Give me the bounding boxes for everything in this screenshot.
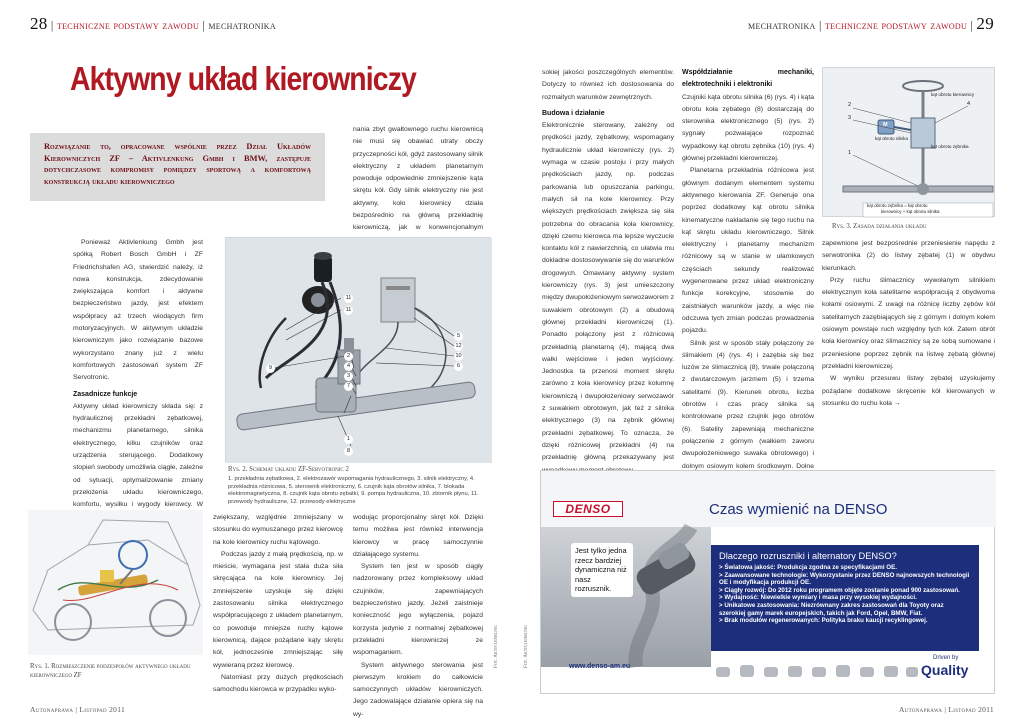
left-header (30, 14, 276, 34)
figure-3-caption: Rys. 3. Zasada działania układu (832, 223, 927, 230)
left-page-number: 28 (30, 14, 48, 33)
fig3-label-motor-angle: kąt obrotu silnika (875, 136, 908, 141)
fig2-label: 1 (344, 435, 353, 444)
continue-arrow: → (893, 399, 901, 407)
header-separator: | (818, 18, 822, 32)
principle-illustration (823, 68, 996, 218)
fig2-label: 2 (344, 352, 353, 361)
header-separator: | (50, 18, 54, 32)
column-3-bottom-p2: System ten jest w sposób ciągły nadzorowany przez kompleksowy układ czujników, zapewniających bezpieczeństwo jazdy. Jeżeli zaistnieje konieczność jego wyłączenia, pojazd korzysta jedynie z normalnej zębatkowej przekładni kierowniczej ze wspomaganiem. (353, 563, 483, 657)
column-2-bottom-p1: zwiększany, względnie zmniejszany w stosunku do wymuszanego przez kierowcę na kole kierownicy ruchu kątowego. (213, 514, 343, 546)
photo-credit-left: Fot. Aktivlenkung (494, 625, 499, 668)
column-4 (542, 67, 674, 462)
column-3-bottom-p1: wodując proporcjonalny skręt kół. Dzięki temu możliwa jest również interwencja kierowcy w pracę samoczynnie działającego systemu. (353, 514, 483, 558)
ad-headline: Czas wymienić na DENSO (709, 501, 888, 518)
column-5 (682, 67, 814, 470)
fig2-label: 5 (454, 332, 463, 341)
intro-paragraph: Ponieważ Aktivlenkung Gmbh jest spółką Robert Bosch GmbH i ZF Friedrichshafen AG, stwierdzić należy, iż nowa konstrukcja, zdecydowanie zwiększająca komfort i aktywne bezpieczeństwo jazdy, jest efektem współpracy aż trzech wiodących firm motoryzacyjnych. W aktywnym układzie kierowniczym jako rozwiązanie bazowe wykorzystano znany już z wielu komfortowych zastosowań system ZF Servotronic. (73, 239, 203, 382)
lead-paragraph: Rozwiązanie to, opracowane wspólnie przez Dział Układów Kierowniczych ZF – Aktivlenkung Gmbh i BMW, zastępuje dotychczasowe kompromisy pomiędzy sportową a komfortową konstrukcją układu kierowniczego (30, 133, 325, 201)
ad-product-strip (716, 661, 921, 683)
ad-bullet: > Unikatowe zastosowania: Niezrównany zakres zastosowań dla Toyoty oraz szerokiej gamy marek europejskich, takich jak Ford, Opel, BMW, Fiat. (719, 601, 944, 617)
fig3-label-2: 2 (848, 102, 852, 108)
left-footer: Autonaprawa | Listopad 2011 (30, 705, 126, 714)
car-illustration (28, 510, 203, 655)
ad-bullet: > Światowa jakość: Produkcja zgodna ze specyfikacjami OE. (719, 564, 897, 571)
figure-2-caption: Rys. 2. Schemat układu ZF-Servotronic 2 (228, 466, 349, 473)
column-6-p3: W wyniku przesuwu listwy zębatej uzyskujemy pożądane dodatkowe skręcenie kół kierowanych w stosunku do ruchu koła (822, 375, 995, 407)
column-2-top (353, 124, 483, 232)
column-3-bottom (353, 512, 483, 718)
left-topic-name: mechatronika (208, 18, 276, 32)
fig2-label: 7 (344, 382, 353, 391)
column-3-bottom-p3: System aktywnego sterowania jest pierwszym krokiem do całkowicie samoczynnych układów kierowniczych. Jego zadowalające działanie opiera się na wy- (353, 661, 483, 718)
fig2-label: 12 (455, 343, 462, 349)
photo-credit-right: Fot. Aktivlenkung (524, 625, 529, 668)
section-heading-cooperation: Współdziałanie mechaniki, elektrotechniki i elektroniki (682, 69, 814, 89)
fig2-label: 4 (344, 362, 353, 371)
right-section-name: techniczne podstawy zawodu (824, 18, 968, 32)
ad-bullet: > Brak modułów regenerowanych: Polityka braku kaucji recyklingowej. (719, 617, 928, 625)
denso-advertisement[interactable] (540, 470, 995, 694)
column-2-bottom (213, 512, 343, 694)
fig3-label-3: 3 (848, 115, 852, 121)
section-heading-construction: Budowa i działanie (542, 109, 605, 117)
fig3-formula-line-2: kierownicy + kąt obrotu silnika (881, 209, 940, 214)
ad-tagline-big: Quality (921, 662, 969, 678)
fig2-label: 11 (345, 307, 352, 313)
steering-system-illustration (226, 238, 492, 463)
figure-1-car-layout (28, 510, 203, 655)
right-page-number: 29 (976, 14, 994, 33)
fig2-label: 8 (344, 447, 353, 456)
construction-paragraph: Elektronicznie sterowany, zależny od prędkości jazdy, zębatkowy, wspomagany hydraulicznie układ kierowniczy (rys. 2) wymaga w czasie postoju i przy małych prędkościach jazdy, np. podczas parkowania lub opuszczania parkingu, małych sił na kole kierownicy. Przy większych prędkościach zwiększa się siła potrzebna do obracania koła kierownicy, dzięki czemu kierowca ma lepsze wyczucie kontaktu kół z nawierzchnią, co ułatwia mu dokładne dostosowywanie się do warunków drogowych. Omawiany aktywny system kierowniczy (rys. 3) jest umieszczony między dwupołożeniowym serwozaworem z suwakiem obrotowym (2) a obudową głównej przekładni kierowniczej (1). Ponadto połączony jest z różnicową przekładnią planetarną (4), mającą dwa wałki wejściowe i jeden wyjściowy. Jednostka ta przenosi moment skrętu zarówno z koła kierownicy przez kolumnę kierowniczą i dwupołożeniowy serwozawór z suwakiem obrotowym, jak też z silnika elektrycznego (3) na zębnik głównej przekładni zębatkowej. To oznacza, że dzięki różnicowej przekładni (4) na przekładnię główną przekazywany jest (542, 122, 674, 462)
ad-tagline-small: Driven by (933, 655, 959, 661)
column-5-p2: Planetarna przekładnia różnicowa jest głównym dodanym elementem systemu aktywnego kierowania ZF. Generuje ona poprzez dodatkowy kąt obrotu silnika kinematyczne nakładanie się tego ruchu na kąt skrętu układu kierowniczego. Silnik elektryczny i planetarny mechanizm różnicowy są w stanie w ułamkowych częściach sekundy realizować wygenerowane przez układ elektroniczny funkcje korekcyjne, stosownie do zaistniałych warunków jazdy, a więc nie odczuwa tych zmian podczas prowadzenia pojazdu. (682, 167, 814, 335)
left-section-name: techniczne podstawy zawodu (56, 18, 200, 32)
figure-2-steering-diagram (225, 237, 491, 462)
fig2-label: 3 (344, 372, 353, 381)
figure-2-legend: 1. przekładnia zębatkowa, 2. elektrozawór wspomagania hydraulicznego, 3. silnik elektryczny, 4. przekładnia różnicowa, 5. sterownik elektroniczny, 6. czujnik kąta obrotów silnika, 7. blokada elektromagnetyczna, 8. czujnik kąta obrotu zębatki, 9. pompa hydrauliczna, 10. zbiornik płynu, 11. przewody hydrauliczne, 12. przewody elektryczne (228, 476, 479, 505)
ad-bullet: > Wydajność: Niewielkie wymiary i masa przy wysokiej wydajności. (719, 594, 917, 602)
fig3-label-4: 4 (967, 101, 971, 107)
fig2-label: 6 (454, 362, 463, 371)
article-title: Aktywny układ kierowniczy (70, 60, 416, 97)
header-separator: | (202, 18, 206, 32)
figure-1-caption: Rys. 1. Rozmieszczenie podzespołów aktywnego układu kierowniczego ZF (30, 663, 191, 679)
column-6-p2: Przy ruchu ślimacznicy wywołanym silnikiem elektrycznym koła satelitarne współpracują z obydwoma kołami osiowymi. Z uwagi na różnicę liczby zębów kół satelitarnych zazębiających się z górnym i dolnym kołem osiowym powstaje ruch względny tych kół. Zatem obrót koła kierownicy oraz ślimacznicy są ze sobą sumowane i przeniesione poprzez zębnik na listwę zębatą głównej przekładni kierowniczej. (822, 276, 995, 370)
ad-bullet: > Ciągły rozwój: Do 2012 roku programem objęte zostanie ponad 900 zastosowań. (719, 586, 960, 594)
figure-3-principle-diagram (822, 67, 995, 217)
right-footer: Autonaprawa | Listopad 2011 (898, 705, 994, 714)
fig3-label-pinion-angle: kąt obrotu zębnika (931, 144, 969, 149)
product-thumbnails (716, 661, 921, 683)
header-separator: | (970, 18, 974, 32)
column-5-p1: Czujniki kąta obrotu silnika (6) (rys. 4) i kąta obrotu koła zębatego (8) dostarczają do sterownika elektronicznego (5) (rys. 2) sygnały pozwalające rozpoznać wypadkowy kąt obrotu zębnika (10) (rys. 4) głównej przekładni kierowniczej. (682, 93, 814, 163)
ad-website-link[interactable]: www.denso-am.eu (569, 663, 631, 670)
functions-paragraph: Aktywny układ kierowniczy składa się: z hydraulicznej przekładni zębatkowej, mechanizmu planetarnego, silnika elektrycznego, kilku czujników oraz urządzenia sterującego. Dodatkowy stopień swobody umożliwia ciągłe, zależne od sytuacji, optymalizowanie zmiany przełożenia układu kierowniczego, komfortu, wysiłku i wygody kierowcy. W (73, 402, 203, 509)
column-6 (822, 238, 995, 466)
column-2-bottom-p2: Podczas jazdy z małą prędkością, np. w mieście, wymagana jest stała duża siła skręcająca na kole kierownicy. Jej zmniejszenie uzyskuje się dzięki zastosowaniu silnika elektrycznego współpracującego z układem planetarnym, co powoduje mniejsze ruchy kątowe kierownicą, dające pożądane kąty skrętu kół, jednocześnie zmniejszając siłę wywieraną przez kierowcę. (213, 550, 343, 669)
fig2-label: 11 (345, 295, 352, 301)
fig3-formula-line-1: kąt obrotu zębnika = kąt obrotu (867, 203, 928, 208)
ad-speech-bubble: Jest tylko jedna rzecz bardziej dynamiczna niż nasz rozrusznik. (571, 543, 633, 597)
denso-logo: DENSO (553, 501, 623, 517)
ad-bullet: > Zaawansowane technologie: Wykorzystanie przez DENSO najnowszych technologii OE i modyfikacja produkcji OE. (719, 571, 970, 587)
column-1 (73, 237, 203, 509)
ad-benefits-box (711, 545, 979, 651)
ad-box-title: Dlaczego rozruszniki i alternatory DENSO? (719, 551, 897, 561)
fig2-label: 10 (455, 353, 462, 359)
right-header (748, 14, 994, 34)
right-topic-name: mechatronika (748, 18, 816, 32)
column-6-p1: zapewnione jest bezpośrednie przeniesienie napędu z serwotronika (2) do listwy zębatej (1) w obydwu kierunkach. (822, 240, 995, 272)
fig3-label-1: 1 (848, 150, 852, 156)
fig3-label-steering-angle: kąt obrotu kierownicy (931, 92, 975, 97)
fig2-label: 9 (266, 364, 275, 373)
column-2-top-text: nania zbyt gwałtownego ruchu kierownicą nie musi się obawiać utraty obczy przyczepności kół, gdyż zastosowany silnik elektryczny z układem planetarnym powoduje odpowiednie zmniejszenie kąta skrętu kół. Gdy silnik elektryczny nie jest aktywny, koło kierownicy działa bezpośrednio na główną przekładnię kierowniczą, jak w konwencjonalnym (353, 126, 483, 232)
ad-top-bar (541, 471, 996, 527)
column-2-bottom-p3: Natomiast przy dużych prędkościach samochodu kierowca w przypadku wyko- (213, 673, 343, 694)
column-4-intro: sokiej jakości poszczególnych elementów. Dotyczy to również ich dostosowania do rozmaitych warunków zewnętrznych. (542, 69, 674, 101)
column-5-p3: Silnik jest w sposób stały połączony ze ślimakiem (4) (rys. 4) i zazębia się bez luzów ze ślimacznicą (8), trwale połączoną z dwutarczowym jarzmem (5) i trzema satelitami (9). Kierunek obrotu, liczba obrotów i czas pracy silnika są kontrolowane przez czujnik jego obrotów (6). Satelity zapewniają mechaniczne połączenie z górnym (wałkiem zaworu dwupołożeniowego suwaka obrotowego) i dolnym osiowym kołem środkowym. Dolne (682, 339, 814, 470)
fig3-motor-symbol: M (883, 122, 888, 128)
section-heading-functions: Zasadnicze funkcje (73, 390, 138, 398)
